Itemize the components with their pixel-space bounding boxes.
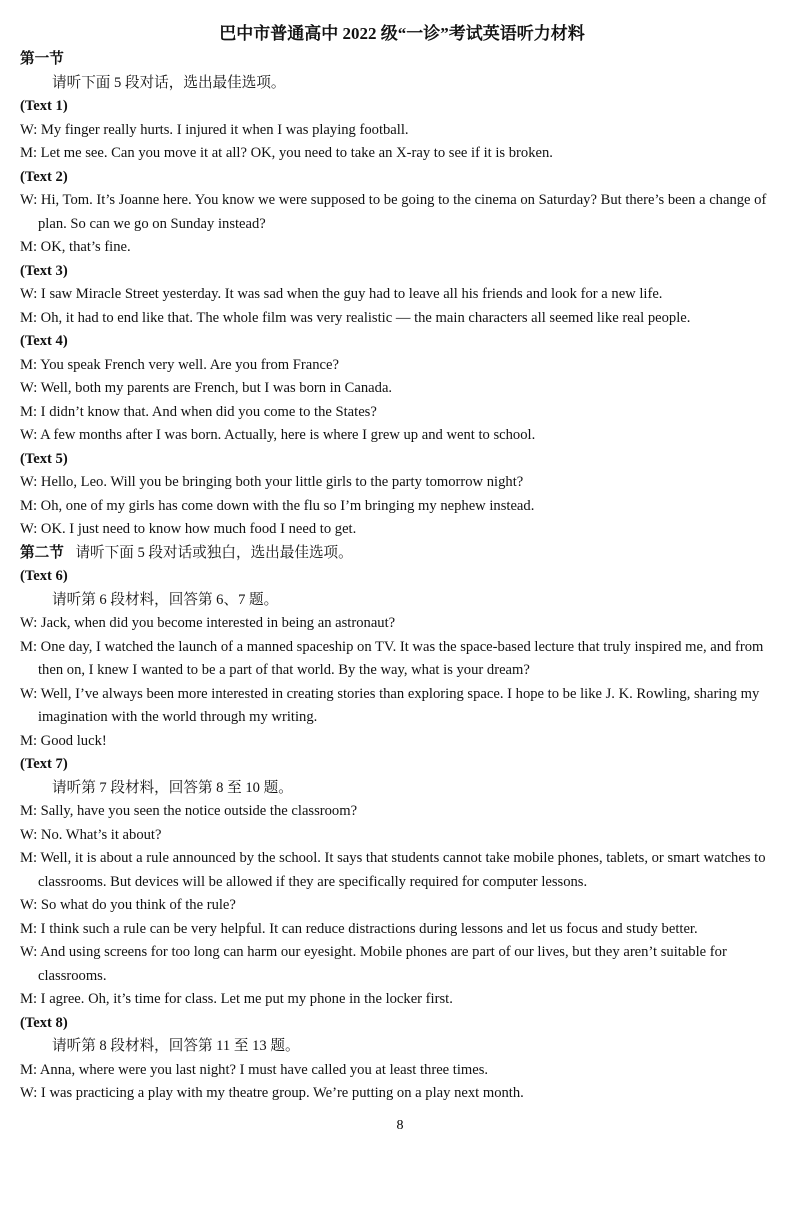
document-title: 巴中市普通高中 2022 级“一诊”考试英语听力材料 [219,24,585,43]
text-2 [20,166,784,260]
dialogue-line: W: I saw Miracle Street yesterday. It was sad when the guy had to leave all his friends and look for a new life. [20,286,663,302]
dialogue-line: M: Good luck! [20,732,107,749]
text-1 [20,95,784,166]
text-label: (Text 1) [20,98,68,114]
section-2 [20,542,784,1106]
text-4 [20,330,784,448]
section-1-heading: 第一节 [20,51,64,67]
text-3 [20,260,784,331]
section-2-heading: 第二节 [20,544,64,561]
dialogue-line: M: One day, I watched the launch of a manned spaceship on TV. It was the space-based lecture that truly inspired me, and from then on, I knew I wanted to be a part of that world. By the way, what is your dream? [20,638,764,678]
section-1-instruction: 请听下面 5 段对话，选出最佳选项。 [52,74,286,91]
dialogue-line: W: I was practicing a play with my theatre group. We’re putting on a play next month. [20,1085,524,1101]
dialogue-line: M: Anna, where were you last night? I must have called you at least three times. [20,1061,489,1078]
text-label: (Text 7) [20,756,68,772]
dialogue-line: M: Oh, it had to end like that. The whole film was very realistic — the main characters all seemed like real people. [20,309,691,326]
dialogue-line: W: Jack, when did you become interested in being an astronaut? [20,615,396,631]
dialogue-line: M: Oh, one of my girls has come down with the flu so I’m bringing my nephew instead. [20,497,535,514]
dialogue-line: W: Hi, Tom. It’s Joanne here. You know we were supposed to be going to the cinema on Saturday? But there’s been a change of plan. So can we go on Sunday instead? [20,192,767,232]
dialogue-line: W: No. What’s it about? [20,826,162,843]
section-1 [20,48,784,542]
dialogue-line: M: Well, it is about a rule announced by the school. It says that students cannot take mobile phones, tablets, or smart watches to classrooms. But devices will be allowed if they are specifically required for computer lessons. [20,850,766,890]
dialogue-line: M: I agree. Oh, it’s time for class. Let me put my phone in the locker first. [20,991,453,1007]
dialogue-line: W: Well, both my parents are French, but I was born in Canada. [20,380,393,396]
dialogue-line: W: My finger really hurts. I injured it when I was playing football. [20,121,409,138]
text-label: (Text 3) [20,262,68,279]
text-label: (Text 5) [20,450,68,467]
dialogue-line: W: A few months after I was born. Actually, here is where I grew up and went to school. [20,427,536,443]
dialogue-line: W: Hello, Leo. Will you be bringing both your little girls to the party tomorrow night? [20,474,524,490]
dialogue-line: M: I think such a rule can be very helpful. It can reduce distractions during lessons and let us focus and study better. [20,920,698,937]
page-number: 8 [396,1118,404,1133]
text-label: (Text 4) [20,333,68,349]
section-2-instruction: 请听下面 5 段对话或独白，选出最佳选项。 [75,544,353,561]
dialogue-line: W: Well, I’ve always been more interested in creating stories than exploring space. I hope to be like J. K. Rowling, sharing my imagination with the world through my writing. [20,685,760,725]
dialogue-line: M: OK, that’s fine. [20,239,131,255]
text-6 [20,565,784,753]
dialogue-line: W: And using screens for too long can harm our eyesight. Mobile phones are part of our lives, but they aren’t suitable for classrooms. [20,944,727,984]
dialogue-line: M: Sally, have you seen the notice outside the classroom? [20,803,358,819]
dialogue-line: M: Let me see. Can you move it at all? OK, you need to take an X-ray to see if it is broken. [20,145,553,161]
dialogue-line: M: You speak French very well. Are you from France? [20,356,339,373]
text-instruction: 请听第 8 段材料，回答第 11 至 13 题。 [52,1038,300,1054]
text-instruction: 请听第 7 段材料，回答第 8 至 10 题。 [52,779,293,796]
dialogue-line: M: I didn’t know that. And when did you come to the States? [20,403,377,420]
text-instruction: 请听第 6 段材料，回答第 6、7 题。 [52,591,279,608]
text-label: (Text 8) [20,1014,68,1031]
text-8 [20,1012,784,1106]
text-label: (Text 6) [20,568,68,584]
text-5 [20,448,784,542]
section-2-header [20,542,784,566]
dialogue-line: W: So what do you think of the rule? [20,897,236,913]
dialogue-line: W: OK. I just need to know how much food I need to get. [20,521,357,537]
text-label: (Text 2) [20,168,68,185]
text-7 [20,753,784,1012]
